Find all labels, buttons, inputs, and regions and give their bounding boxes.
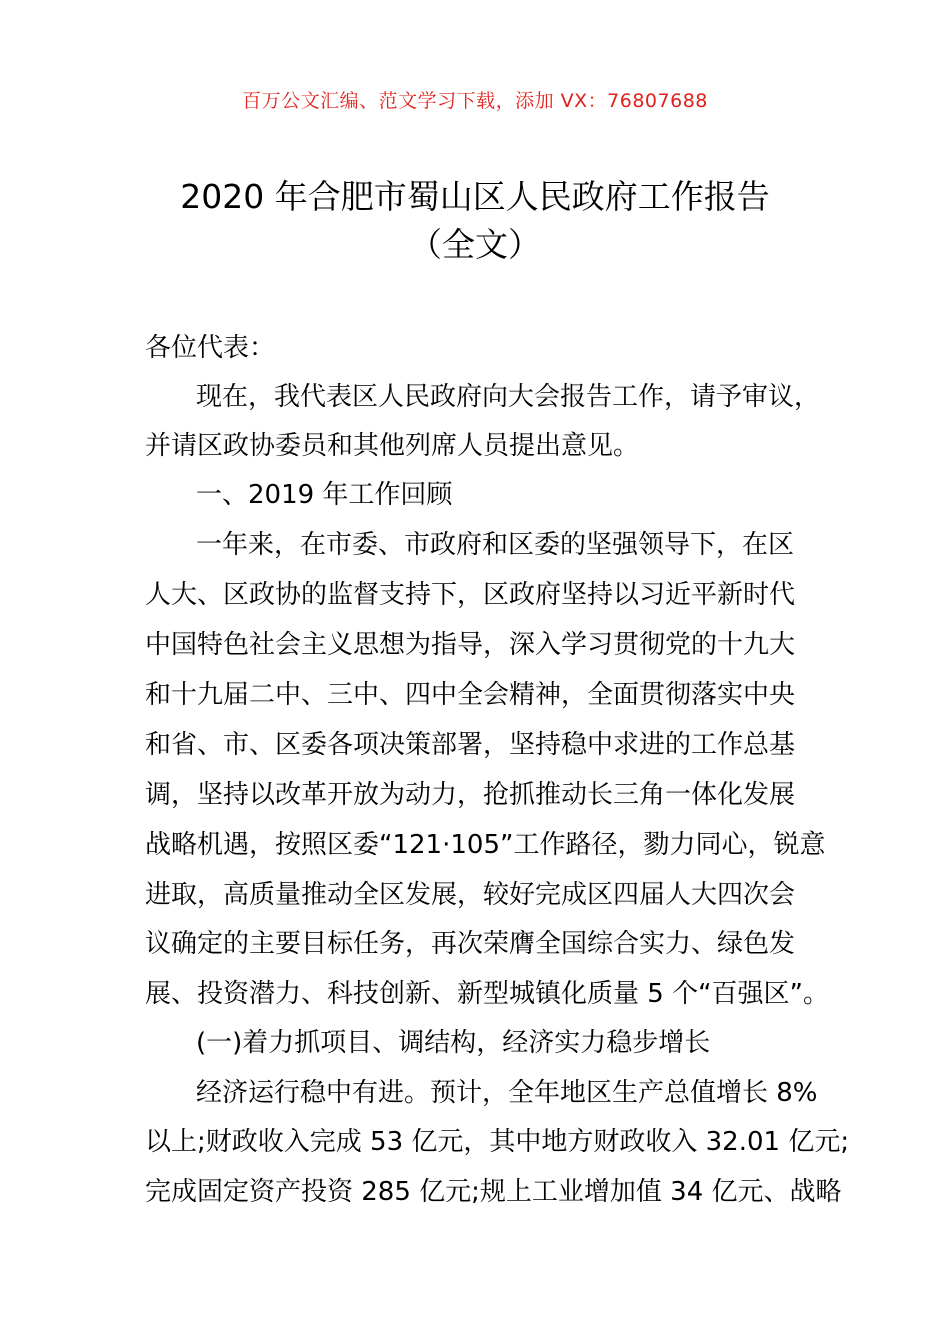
paragraph-line: 人大、区政协的监督支持下，区政府坚持以习近平新时代 xyxy=(145,580,796,610)
subsection-heading: (一)着力抓项目、调结构，经济实力稳步增长 xyxy=(196,1028,711,1058)
paragraph-line: 以上;财政收入完成 53 亿元，其中地方财政收入 32.01 亿元; xyxy=(145,1127,850,1157)
paragraph-line: 和省、市、区委各项决策部署，坚持稳中求进的工作总基 xyxy=(145,730,796,760)
paragraph-line: 一年来，在市委、市政府和区委的坚强领导下，在区 xyxy=(196,530,795,560)
paragraph-line: 经济运行稳中有进。预计，全年地区生产总值增长 8% xyxy=(196,1078,818,1108)
paragraph-line: 战略机遇，按照区委“121·105”工作路径，勠力同心，锐意 xyxy=(145,830,826,860)
paragraph-line: 展、投资潜力、科技创新、新型城镇化质量 5 个“百强区”。 xyxy=(145,979,830,1009)
document-title: 2020 年合肥市蜀山区人民政府工作报告 xyxy=(180,177,770,216)
paragraph-line: 中国特色社会主义思想为指导，深入学习贯彻党的十九大 xyxy=(145,630,796,660)
paragraph-line: 并请区政协委员和其他列席人员提出意见。 xyxy=(145,431,640,461)
watermark-banner: 百万公文汇编、范文学习下载，添加 VX：76807688 xyxy=(242,90,708,112)
paragraph-line: 和十九届二中、三中、四中全会精神，全面贯彻落实中央 xyxy=(145,680,796,710)
paragraph-line: 现在，我代表区人民政府向大会报告工作，请予审议， xyxy=(196,382,821,412)
section-heading: 一、2019 年工作回顾 xyxy=(196,480,453,510)
paragraph-line: 进取，高质量推动全区发展，较好完成区四届人大四次会 xyxy=(145,880,796,910)
paragraph-line: 完成固定资产投资 285 亿元;规上工业增加值 34 亿元、战略 xyxy=(145,1177,842,1207)
paragraph-line: 议确定的主要目标任务，再次荣膺全国综合实力、绿色发 xyxy=(145,929,796,959)
paragraph-line: 调，坚持以改革开放为动力，抢抓推动长三角一体化发展 xyxy=(145,780,796,810)
salutation: 各位代表： xyxy=(145,333,276,363)
document-subtitle: （全文） xyxy=(409,225,541,264)
